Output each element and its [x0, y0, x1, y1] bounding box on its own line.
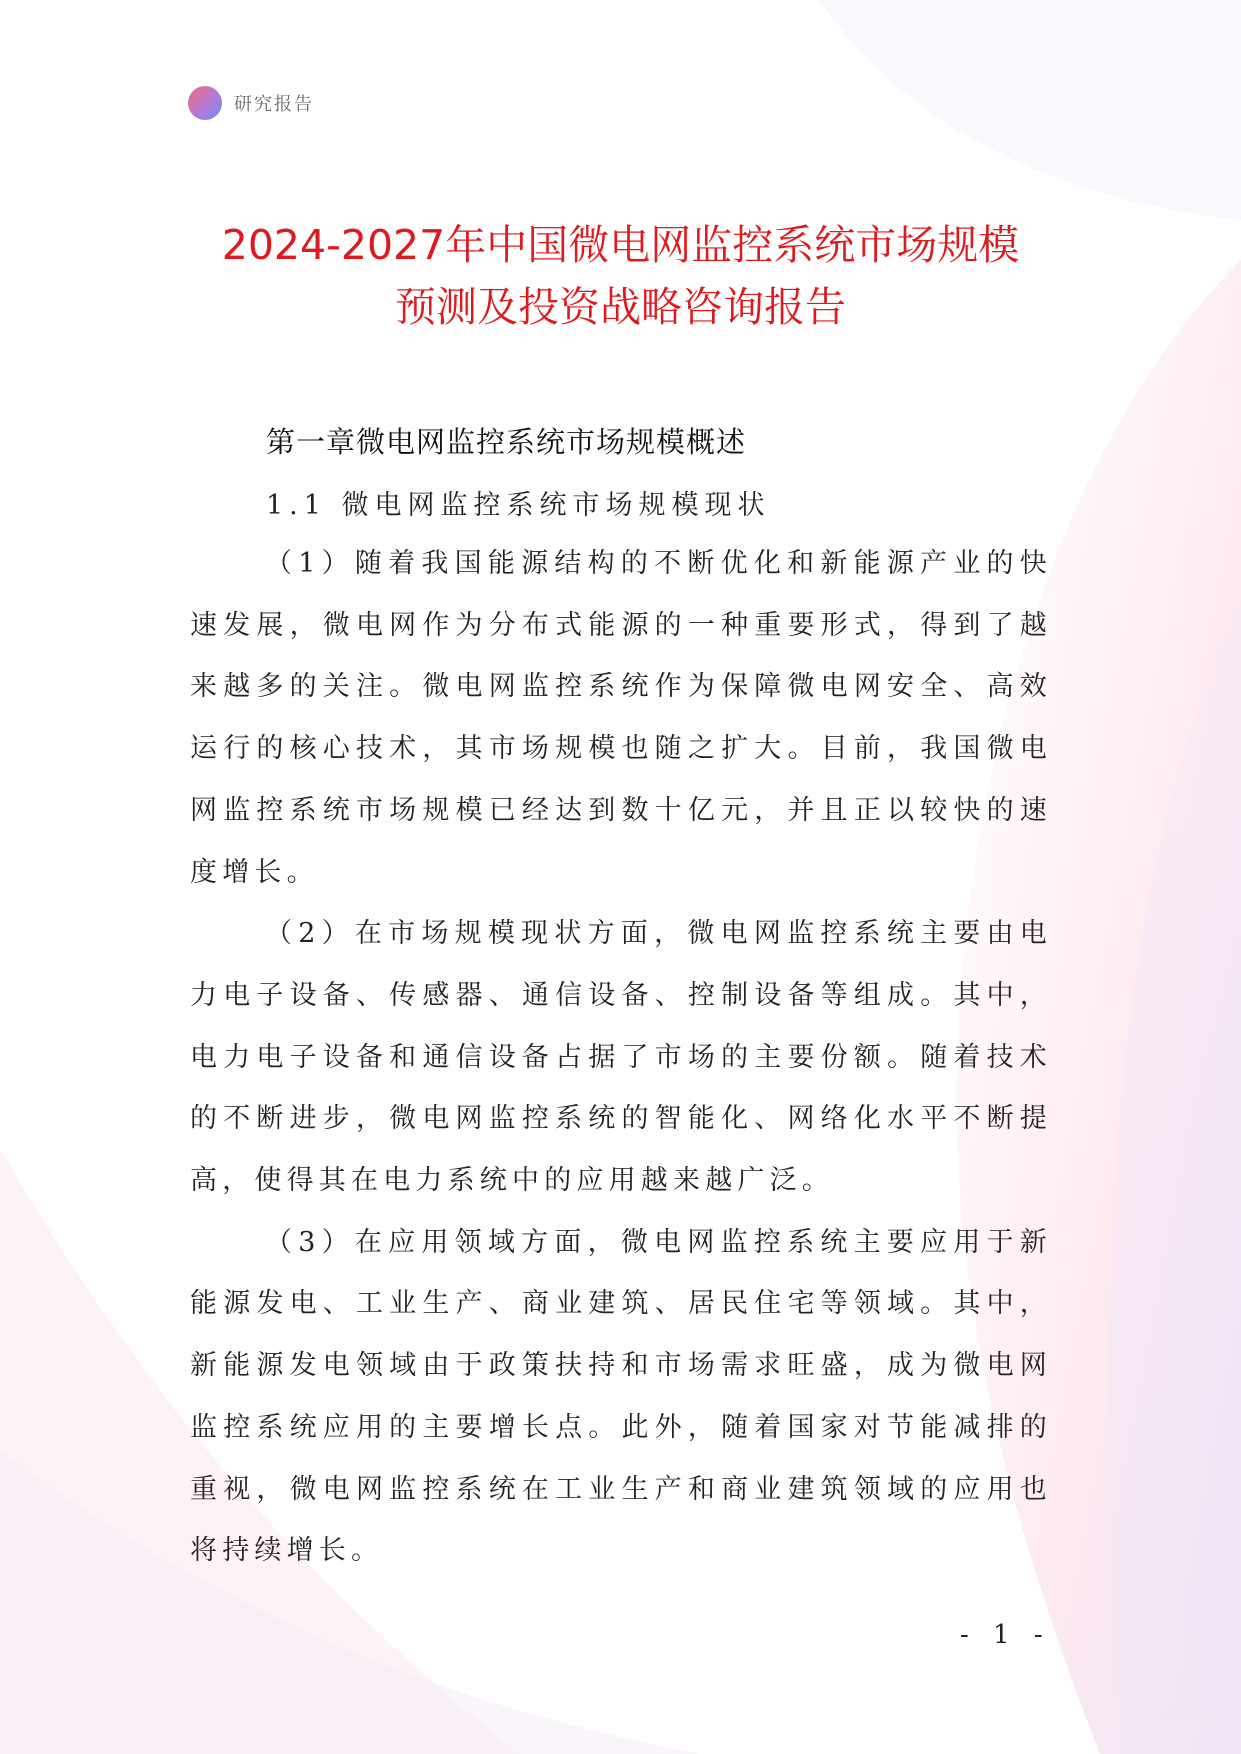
- section-heading: 1.1 微电网监控系统市场规模现状: [266, 490, 771, 521]
- logo-circle-icon: [188, 86, 222, 120]
- report-header: [188, 86, 314, 120]
- report-title: [160, 214, 1081, 338]
- title-line-2: 预测及投资战略咨询报告: [395, 283, 846, 331]
- header-label: 研究报告: [234, 94, 314, 115]
- title-line-1: 2024-2027年中国微电网监控系统市场规模: [221, 221, 1020, 269]
- paragraph-1: （1）随着我国能源结构的不断优化和新能源产业的快速发展，微电网作为分布式能源的一种重要形式，得到了越来越多的关注。微电网监控系统作为保障微电网安全、高效运行的核心技术，其市场规模也随之扩大。目前，我国微电网监控系统市场规模已经达到数十亿元，并且正以较快的速度增长。: [190, 548, 1052, 888]
- chapter-heading: 第一章微电网监控系统市场规模概述: [266, 425, 747, 459]
- page-number: - 1 -: [960, 1620, 1051, 1650]
- paragraph-3: （3）在应用领域方面，微电网监控系统主要应用于新能源发电、工业生产、商业建筑、居民住宅等领域。其中，新能源发电领域由于政策扶持和市场需求旺盛，成为微电网监控系统应用的主要增长点。此外，随着国家对节能减排的重视，微电网监控系统在工业生产和商业建筑领域的应用也将持续增长。: [190, 1226, 1052, 1567]
- body-text: [190, 533, 1052, 1582]
- paragraph-2: （2）在市场规模现状方面，微电网监控系统主要由电力电子设备、传感器、通信设备、控制设备等组成。其中，电力电子设备和通信设备占据了市场的主要份额。随着技术的不断进步，微电网监控系统的智能化、网络化水平不断提高，使得其在电力系统中的应用越来越广泛。: [190, 918, 1052, 1197]
